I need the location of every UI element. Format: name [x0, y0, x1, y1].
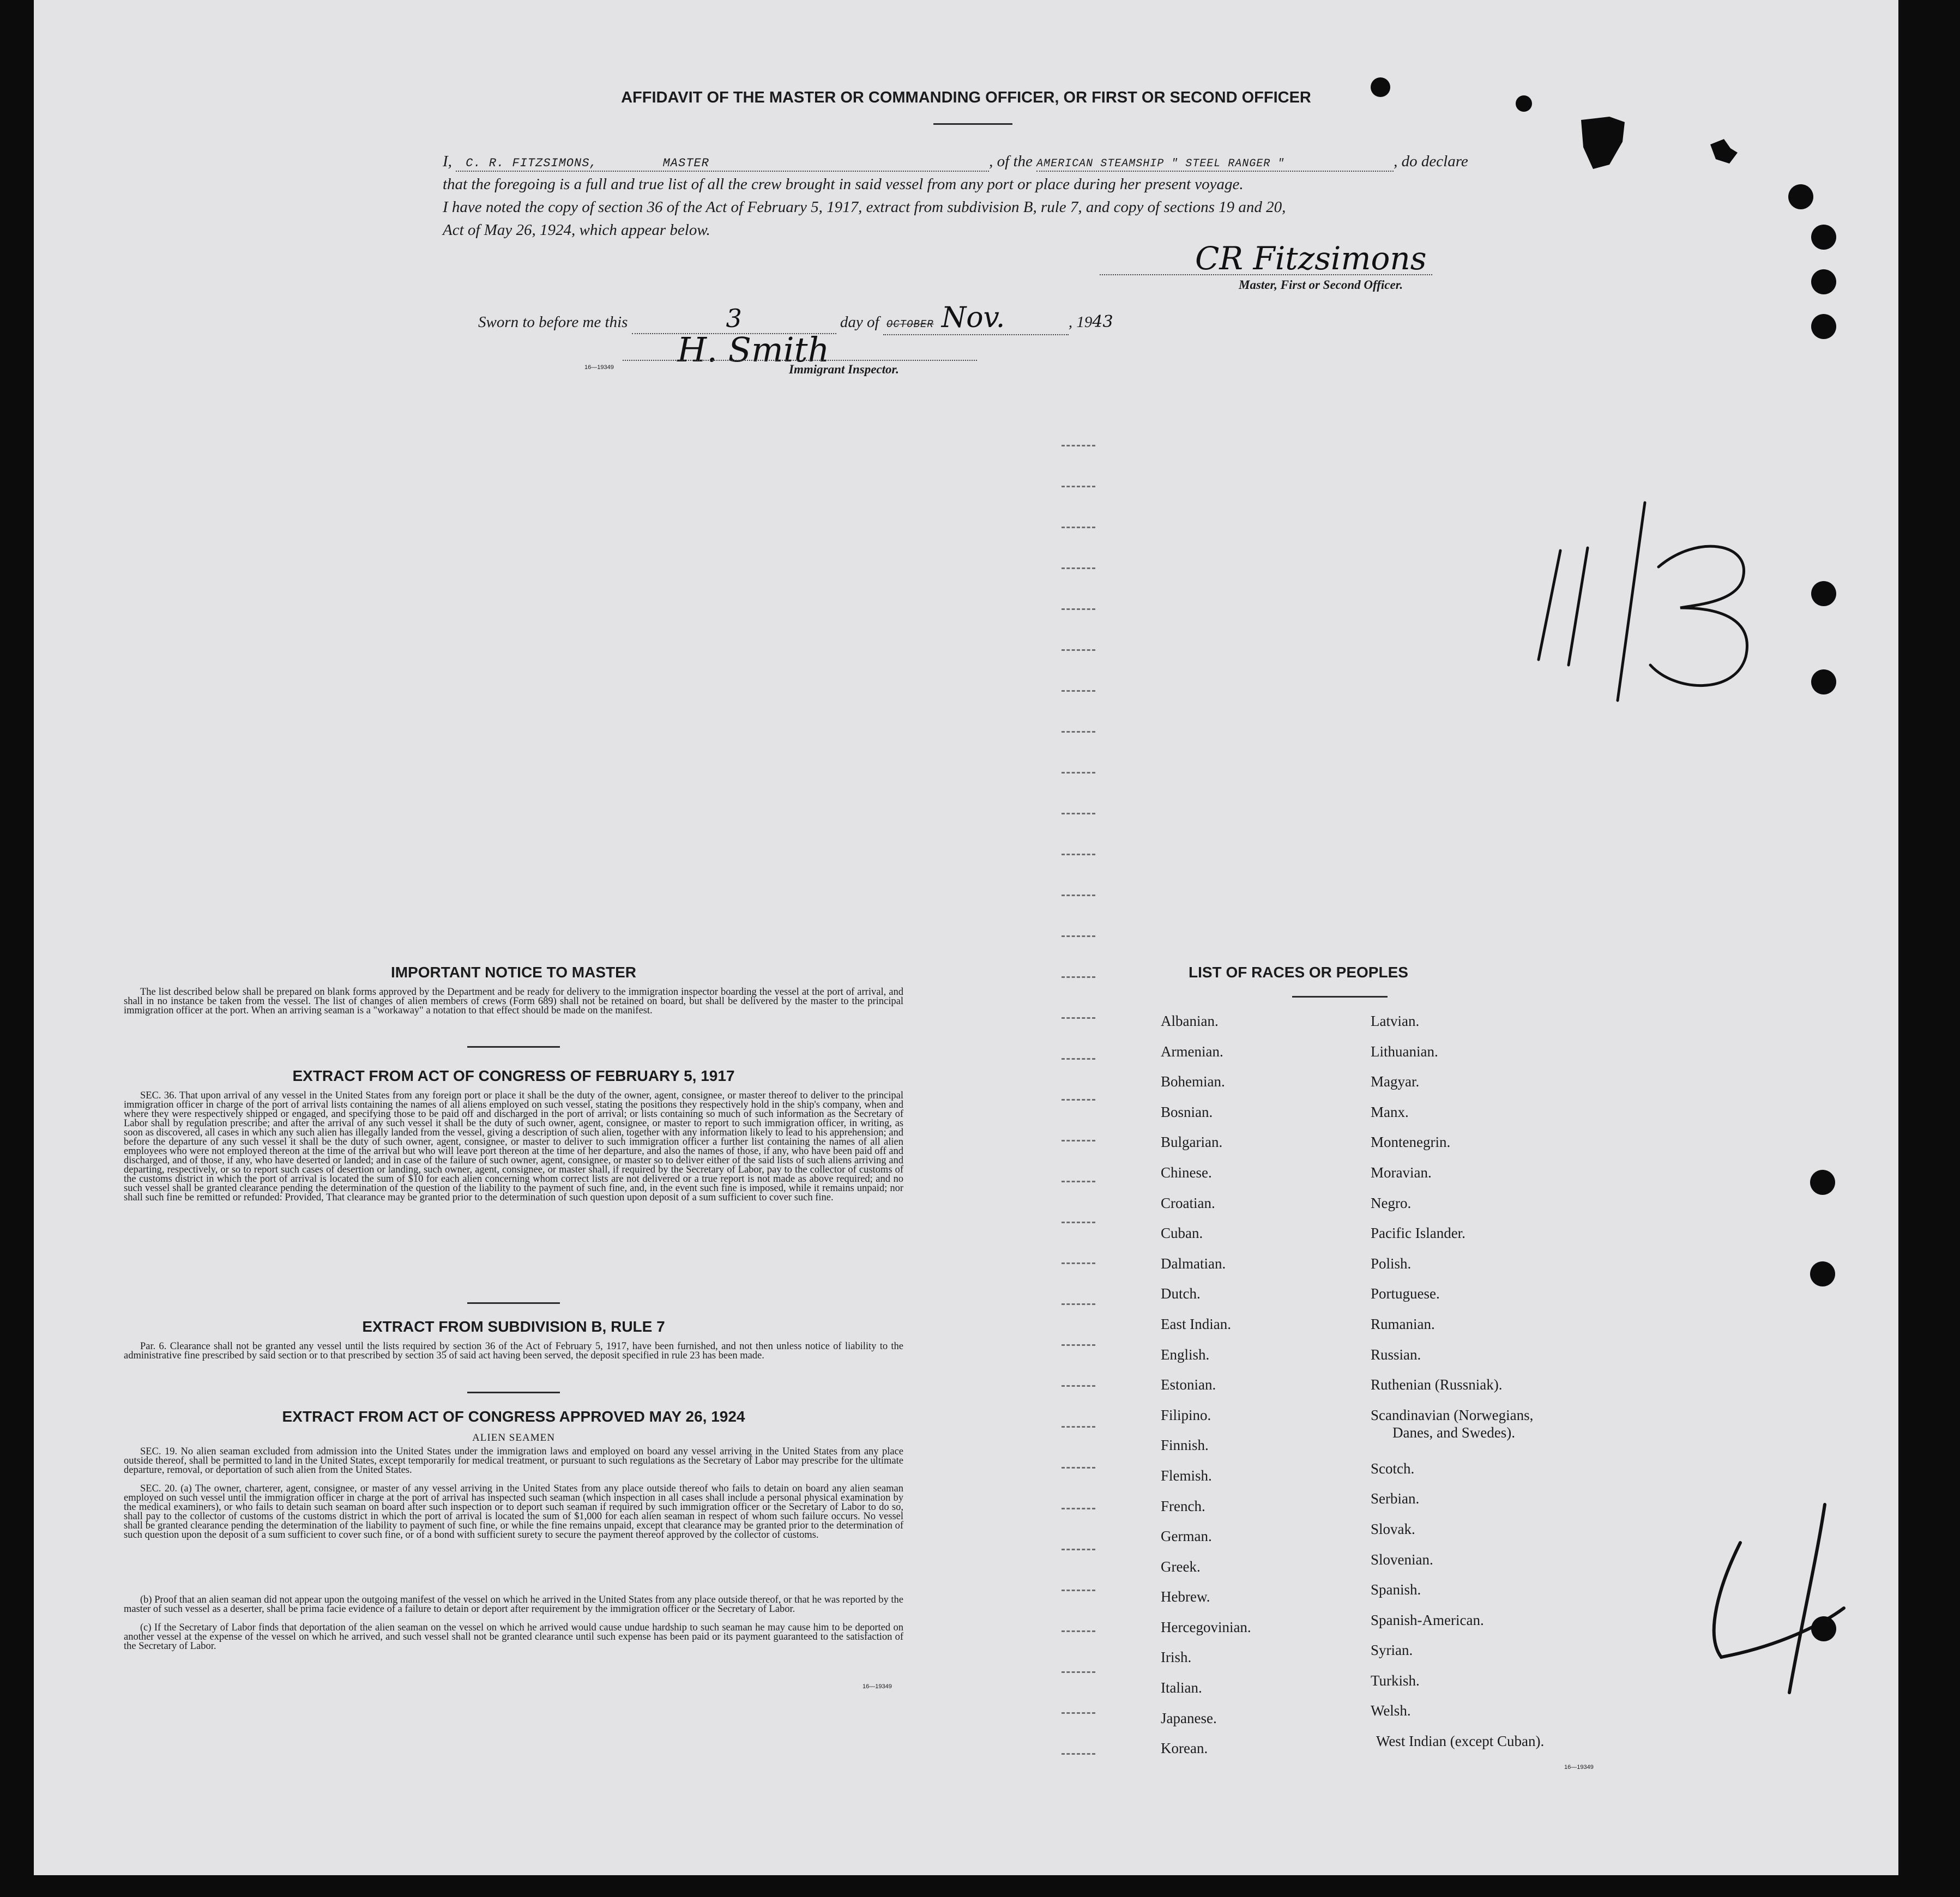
affidavit-title: AFFIDAVIT OF THE MASTER OR COMMANDING OFFICER, OR FIRST OR SECOND OFFICER: [621, 89, 1311, 106]
race-item: Chinese.: [1161, 1164, 1212, 1181]
race-item: Finnish.: [1161, 1437, 1209, 1454]
fold-dash: [1062, 895, 1095, 896]
race-item: Serbian.: [1371, 1490, 1420, 1507]
punch-hole: [1811, 581, 1836, 606]
punch-hole: [1811, 269, 1836, 294]
fold-dash: [1062, 1344, 1095, 1346]
master-signature-line: [1100, 274, 1432, 275]
race-item: Danes, and Swedes).: [1392, 1424, 1515, 1441]
race-item: Spanish-American.: [1371, 1611, 1484, 1628]
race-item: Scotch.: [1371, 1460, 1415, 1477]
rule7-rule: [467, 1392, 560, 1393]
fold-dash: [1062, 690, 1095, 692]
race-item: Scandinavian (Norwegians,: [1371, 1406, 1534, 1423]
do-declare-label: , do declare: [1394, 153, 1468, 170]
year-suffix: 43: [1092, 312, 1113, 331]
of-the-label: , of the: [989, 153, 1033, 170]
inspector-signature-line: [623, 360, 977, 361]
extract-1917-rule: [467, 1302, 560, 1304]
master-name: C. R. FITZSIMONS,: [466, 156, 598, 170]
race-item: Latvian.: [1371, 1013, 1420, 1029]
master-rank: MASTER: [662, 156, 709, 170]
extract-1924-title: EXTRACT FROM ACT OF CONGRESS APPROVED MAY 26, 1924: [282, 1408, 745, 1425]
race-item: Slovak.: [1371, 1520, 1415, 1537]
race-item: Montenegrin.: [1371, 1134, 1451, 1151]
race-item: Dutch.: [1161, 1285, 1201, 1302]
fold-dash: [1062, 445, 1095, 446]
extract-1917-body: SEC. 36. That upon arrival of any vessel in the United States from any foreign port or place it shall be the duty of the owner, agent, consignee, or master thereof to deliver to the principal immigration officer in charge of the port of arrival lists containing the names of all aliens employed on such vessel, stating the positions they respectively hold in the ship's company, when and where they were respectively shipped or engaged, and specifying those to be paid off and discharged in the port of arrival; or lists containing so much of such information as the Secretary of Labor shall by regulation prescribe; and after the arrival of any such vessel it shall be the duty of such owner, agent, consignee, or master to report to such immigration officer, in writing, as soon as discovered, all cases in which any such alien has illegally landed from the vessel, giving a description of such alien, together with any information likely to lead to his apprehension; and before the departure of any such vessel it shall be the duty of such owner, agent, consignee, or master to deliver to such immigration officer a further list containing the names of all alien employees who were not employed thereon at the time of the arrival but who will leave port thereon at the time of her departure, and also the names of those, if any, who have been paid off and discharged, and of those, if any, who have deserted or landed; and in case of the failure of such owner, agent, consignee, or master so to deliver either of the said lists of such aliens arriving and departing, respectively, or so to report such cases of desertion or landing, such owner, agent, consignee, or master shall, if required by the Secretary of Labor, pay to the collector of customs of the customs district in which the port of arrival is located the sum of $10 for each alien concerning whom correct lists are not delivered or a true report is not made as above required; and no such vessel shall be granted clearance pending the determination of the question of the liability to the payment of such fine, and, in the event such fine is imposed, while it remains unpaid; nor shall such fine be remitted or refunded: Provided, That clearance may be granted prior to the determination of such question upon deposit of a sum sufficient to cover such fine.: [124, 1090, 903, 1203]
race-item: Dalmatian.: [1161, 1255, 1226, 1272]
master-signature: CR Fitzsimons: [1195, 240, 1427, 277]
race-item: French.: [1161, 1497, 1205, 1514]
year-prefix: , 19: [1068, 313, 1093, 331]
rule7-title: EXTRACT FROM SUBDIVISION B, RULE 7: [362, 1318, 665, 1335]
race-item: Bohemian.: [1161, 1073, 1225, 1090]
race-item: Hercegovinian.: [1161, 1618, 1251, 1635]
race-item: Moravian.: [1371, 1164, 1432, 1181]
race-item: Lithuanian.: [1371, 1043, 1438, 1060]
fold-dash: [1062, 567, 1095, 569]
extract-1924-subtitle: ALIEN SEAMEN: [472, 1432, 555, 1443]
ink-spot: [1371, 77, 1390, 97]
affidavit-line-4: Act of May 26, 1924, which appear below.: [443, 221, 710, 239]
fold-dash: [1062, 1671, 1095, 1673]
race-item: Japanese.: [1161, 1709, 1217, 1726]
races-left-column: [1161, 1013, 1251, 1771]
master-name-field: [456, 153, 989, 172]
sec19-body: SEC. 19. No alien seaman excluded from admission into the United States under the immigration laws and employed on board any vessel arriving in the United States from any place outside thereof, shall be permitted to land in the United States, except temporarily for medical treatment, or pursuant to such regulations as the Secretary of Labor may prescribe for the ultimate departure, removal, or deportation of such alien from the United States.: [124, 1446, 903, 1476]
race-item: Rumanian.: [1371, 1315, 1435, 1332]
race-item: Turkish.: [1371, 1672, 1420, 1689]
fold-dash: [1062, 1630, 1095, 1632]
affidavit-line-3: I have noted the copy of section 36 of the Act of February 5, 1917, extract from subdivision B, rule 7, and copy of sections 19 and 20,: [443, 198, 1286, 216]
fold-dash: [1062, 1385, 1095, 1387]
fold-dash: [1062, 1058, 1095, 1060]
month-struck: OCTOBER: [886, 318, 934, 330]
race-item: Spanish.: [1371, 1581, 1421, 1598]
extract-1917-title: EXTRACT FROM ACT OF CONGRESS OF FEBRUARY 5, 1917: [292, 1067, 735, 1084]
race-item: Albanian.: [1161, 1013, 1219, 1029]
sworn-day: 3: [726, 304, 742, 333]
vessel-name: AMERICAN STEAMSHIP " STEEL RANGER ": [1036, 158, 1285, 170]
master-caption: Master, First or Second Officer.: [1239, 278, 1403, 292]
race-item: Cuban.: [1161, 1225, 1203, 1242]
notice-body: The list described below shall be prepared on blank forms approved by the Department and be ready for delivery to the immigration inspector boarding the vessel at the port of arrival, and shall in no instance be taken from the vessel. The list of changes of alien members of crews (Form 689) shall not be retained on board, but shall be delivered by the master to the principal immigration officer at the port. When an arriving seaman is a "workaway" a notation to that effect should be made on the manifest.: [124, 987, 903, 1016]
document-page: [34, 0, 1898, 1875]
race-item: Hebrew.: [1161, 1588, 1210, 1605]
fold-dash: [1062, 608, 1095, 610]
race-item: Welsh.: [1371, 1702, 1411, 1719]
notices-form-number: 16—19349: [863, 1683, 892, 1690]
vessel-field: [1036, 153, 1394, 172]
race-item: Croatian.: [1161, 1194, 1215, 1211]
notice-rule: [467, 1046, 560, 1048]
sworn-label: Sworn to before me this: [478, 313, 628, 331]
ink-spot: [1516, 95, 1532, 112]
fraction-note: [1495, 491, 1778, 720]
fold-dash: [1062, 649, 1095, 651]
punch-hole: [1810, 1261, 1835, 1286]
race-item: Korean.: [1161, 1740, 1208, 1757]
race-item: Filipino.: [1161, 1406, 1211, 1423]
race-item: Magyar.: [1371, 1073, 1420, 1090]
fold-dash: [1062, 1140, 1095, 1141]
fold-dash: [1062, 1590, 1095, 1591]
fold-dash: [1062, 1181, 1095, 1182]
race-item: Russian.: [1371, 1346, 1421, 1363]
race-item: Bulgarian.: [1161, 1134, 1223, 1151]
punch-hole: [1788, 184, 1813, 209]
fold-dash: [1062, 1508, 1095, 1509]
races-form-number: 16—19349: [1564, 1764, 1594, 1771]
fold-dash: [1062, 1753, 1095, 1755]
title-rule: [933, 123, 1012, 125]
fold-dash: [1062, 976, 1095, 978]
race-item: Slovenian.: [1371, 1551, 1433, 1568]
punch-hole: [1810, 1170, 1835, 1195]
race-item: Greek.: [1161, 1558, 1201, 1575]
sec20a-body: SEC. 20. (a) The owner, charterer, agent, consignee, or master of any vessel arriving in the United States from any place outside thereof who fails to detain on board any alien seaman employed on such vessel until the immigration officer in charge at the port of arrival has inspected such seaman (which inspection in all cases shall include a personal physical examination by the medical examiners), or who fails to detain such seaman on board after such inspection or to deport such seaman if required by such immigration officer or the Secretary of Labor to do so, shall pay to the collector of customs of the customs district in which the port of arrival is located the sum of $1,000 for each alien seaman in respect of whom such failure occurs. No vessel shall be granted clearance pending the determination of the liability to payment of such fine, or while the fine remains unpaid, except that clearance may be granted prior to the determination of such question upon the deposit of a sum sufficient to cover such fine, or of a bond with sufficient surety to secure the payment thereof approved by the collector of customs.: [124, 1483, 903, 1540]
race-item: Ruthenian (Russniak).: [1371, 1376, 1503, 1393]
affidavit-line-1: [443, 153, 1468, 172]
month-field: [883, 301, 1069, 335]
race-item: West Indian (except Cuban).: [1376, 1733, 1545, 1750]
affidavit-line-2: that the foregoing is a full and true list of all the crew brought in said vessel from any port or place during her present voyage.: [443, 176, 1244, 193]
fold-dash: [1062, 1017, 1095, 1019]
race-item: Pacific Islander.: [1371, 1225, 1466, 1242]
affidavit-form-number: 16—19349: [584, 364, 614, 371]
fold-dash: [1062, 1099, 1095, 1101]
races-right-column: [1371, 1013, 1544, 1763]
fold-dash: [1062, 1222, 1095, 1223]
race-item: East Indian.: [1161, 1315, 1231, 1332]
race-item: Bosnian.: [1161, 1103, 1213, 1120]
punch-hole: [1811, 314, 1836, 339]
notice-title: IMPORTANT NOTICE TO MASTER: [390, 964, 637, 981]
race-item: Polish.: [1371, 1255, 1412, 1272]
rule7-body: Par. 6. Clearance shall not be granted any vessel until the lists required by section 36 of the Act of February 5, 1917, have been furnished, and not then unless notice of liability to the administrative fine prescribed by said section or to that prescribed by section 35 of said act having been served, the deposit specified in rule 23 has been made.: [124, 1341, 903, 1361]
fold-dash: [1062, 854, 1095, 855]
sec20b-body: (b) Proof that an alien seaman did not appear upon the outgoing manifest of the vessel on which he arrived in the United States from any place outside thereof, or that he was reported by the master of such vessel as a deserter, shall be prima facie evidence of a failure to detain or deport after requirement by the immigration officer or the Secretary of Labor.: [124, 1594, 903, 1615]
fold-dash: [1062, 527, 1095, 528]
day-of-label: day of: [840, 313, 879, 331]
fold-dash: [1062, 935, 1095, 937]
fold-dash: [1062, 1712, 1095, 1714]
races-rule: [1292, 996, 1388, 998]
punch-hole: [1811, 669, 1836, 694]
punch-hole: [1811, 1616, 1836, 1641]
race-item: English.: [1161, 1346, 1210, 1363]
race-item: Irish.: [1161, 1649, 1192, 1666]
race-item: Negro.: [1371, 1194, 1412, 1211]
race-item: Italian.: [1161, 1679, 1202, 1696]
race-item: Armenian.: [1161, 1043, 1223, 1060]
fold-dash: [1062, 1303, 1095, 1305]
inspector-signature: H. Smith: [677, 330, 830, 370]
race-item: Portuguese.: [1371, 1285, 1440, 1302]
fold-dash: [1062, 486, 1095, 487]
race-item: German.: [1161, 1528, 1212, 1545]
fold-dash: [1062, 813, 1095, 814]
race-item: Syrian.: [1371, 1642, 1413, 1659]
punch-hole: [1811, 225, 1836, 250]
fold-dash: [1062, 1262, 1095, 1264]
fold-dash: [1062, 1549, 1095, 1550]
races-title: LIST OF RACES OR PEOPLES: [1189, 964, 1408, 981]
race-item: Manx.: [1371, 1103, 1409, 1120]
month-written: Nov.: [941, 301, 1005, 334]
fold-dash: [1062, 731, 1095, 733]
fold-dash: [1062, 772, 1095, 774]
fold-dash: [1062, 1426, 1095, 1428]
race-item: Flemish.: [1161, 1467, 1212, 1484]
page-mark-note: [1680, 1494, 1860, 1701]
sec20c-body: (c) If the Secretary of Labor finds that deportation of the alien seaman on the vessel on which he arrived would cause undue hardship to such seaman he may cause him to be deported on another vessel at the expense of the vessel on which he arrived, and such vessel shall not be granted clearance until such expense has been paid or its payment guaranteed to the satisfaction of the Secretary of Labor.: [124, 1622, 903, 1652]
fold-dash: [1062, 1467, 1095, 1469]
affidavit-i: I,: [443, 153, 452, 170]
torn-stain: [1577, 114, 1757, 174]
inspector-caption: Immigrant Inspector.: [789, 363, 899, 376]
race-item: Estonian.: [1161, 1376, 1216, 1393]
